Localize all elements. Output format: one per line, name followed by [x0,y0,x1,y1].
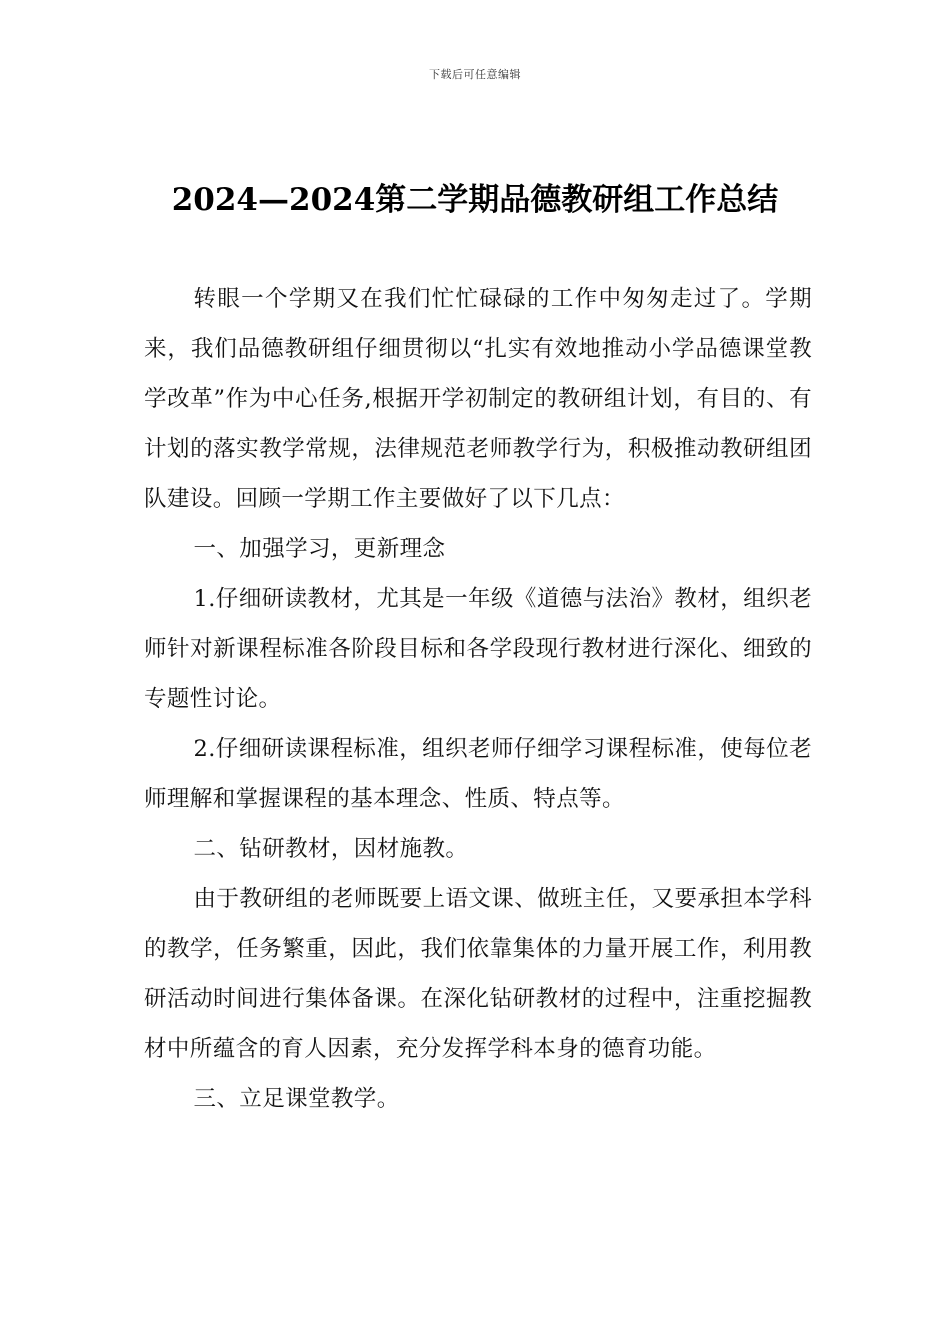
header-note: 下载后可任意编辑 [429,68,521,81]
section-heading-2: 二、钻研教材，因材施教。 [193,836,469,862]
section-heading-3: 三、立足课堂教学。 [193,1086,400,1112]
paragraph-item-2: 2.仔细研读课程标准，组织老师仔细学习课程标准，使每位老师理解和掌握课程的基本理念、性质、特点等。 [144,736,812,812]
paragraph-item-1: 1.仔细研读教材，尤其是一年级《道德与法治》教材，组织老师针对新课程标准各阶段目标和各学段现行教材进行深化、细致的专题性讨论。 [144,586,812,712]
section-heading-1: 一、加强学习，更新理念 [193,536,446,562]
document-title: 2024—2024第二学期品德教研组工作总结 [171,182,779,218]
paragraph-intro: 转眼一个学期又在我们忙忙碌碌的工作中匆匆走过了。学期来，我们品德教研组仔细贯彻以“扎实有效地推动小学品德课堂教学改革”作为中心任务,根据开学初制定的教研组计划，有目的、有计划的落实教学常规，法律规范老师教学行为，积极推动教研组团队建设。回顾一学期工作主要做好了以下几点： [144,286,812,512]
document-body [144,274,812,1124]
paragraph-section-2: 由于教研组的老师既要上语文课、做班主任，又要承担本学科的教学，任务繁重，因此，我们依靠集体的力量开展工作，利用教研活动时间进行集体备课。在深化钻研教材的过程中，注重挖掘教材中所蕴含的育人因素，充分发挥学科本身的德育功能。 [144,886,812,1062]
